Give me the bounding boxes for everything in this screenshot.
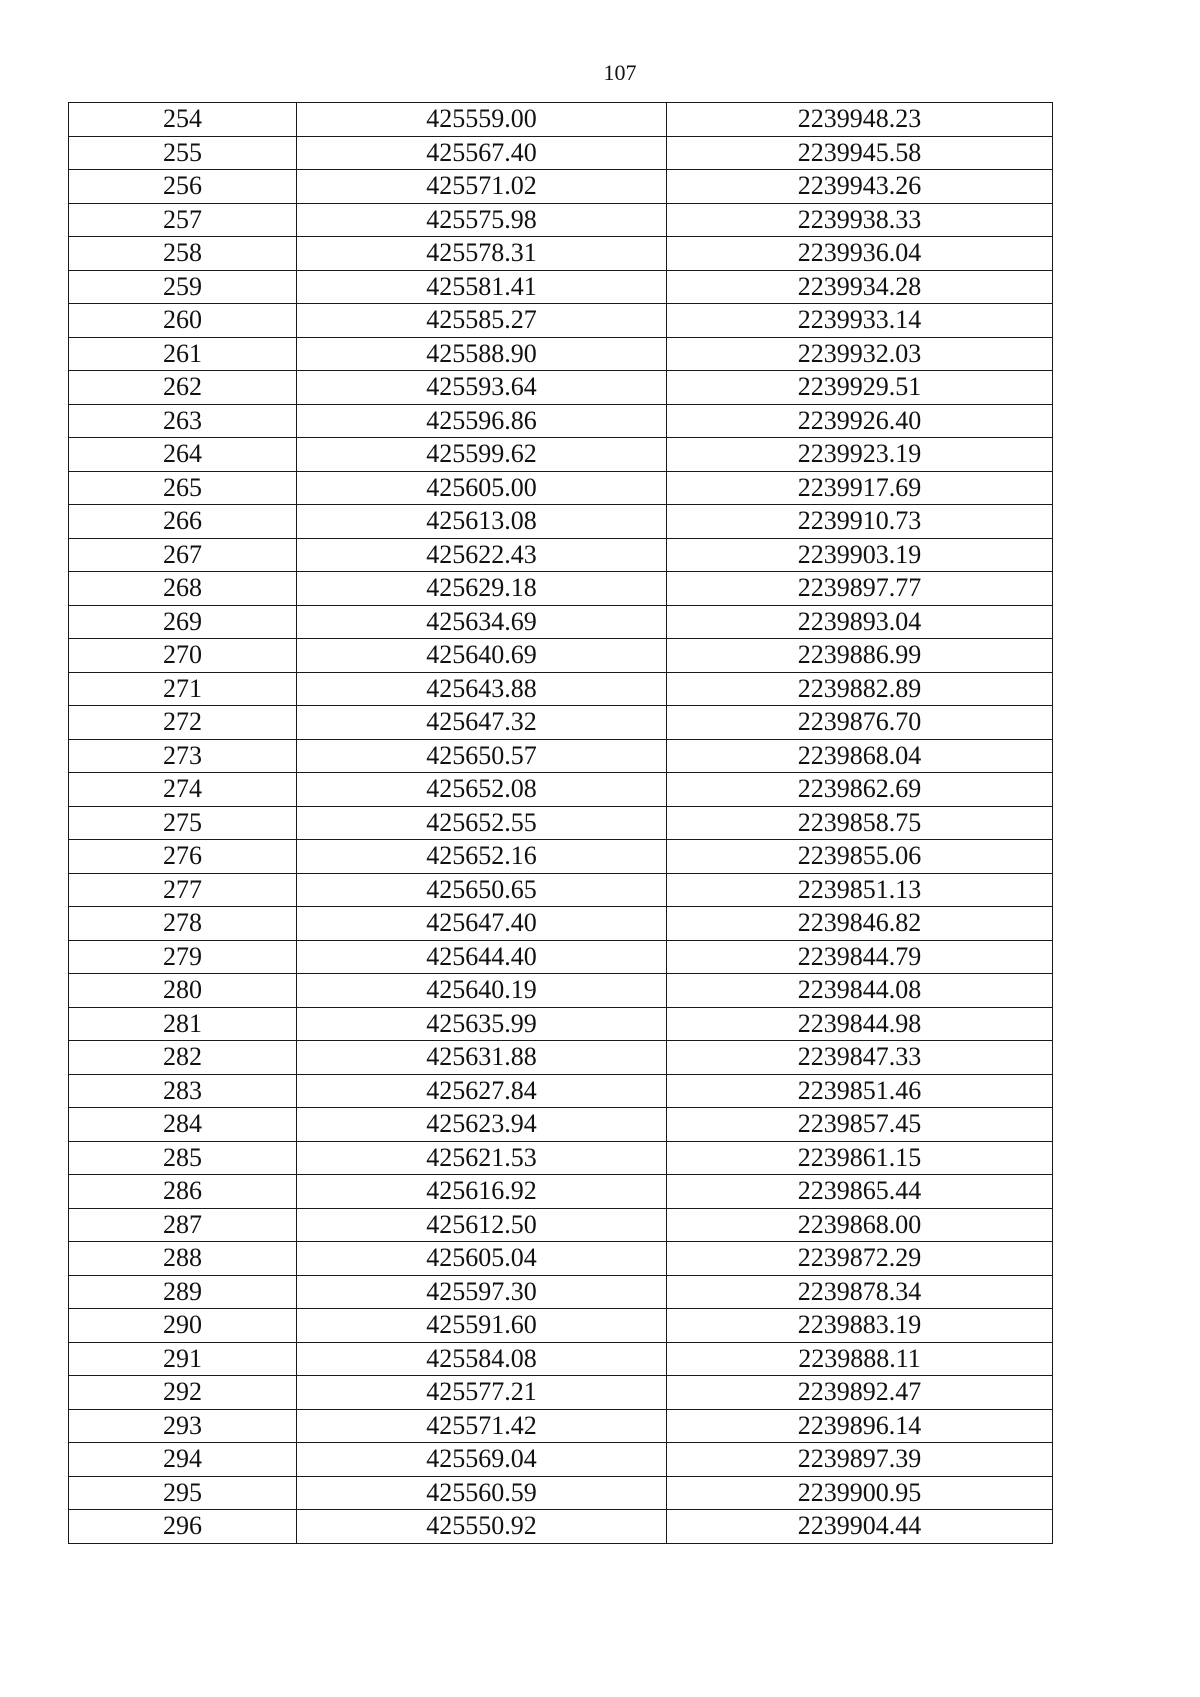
- point-number-cell: 290: [69, 1309, 297, 1343]
- table-row: [69, 371, 1053, 405]
- table-row: [69, 1510, 1053, 1544]
- x-coordinate-cell: 425643.88: [297, 672, 667, 706]
- y-coordinate-cell: 2239846.82: [667, 907, 1053, 941]
- point-number-cell: 293: [69, 1409, 297, 1443]
- y-coordinate-cell: 2239897.39: [667, 1443, 1053, 1477]
- point-number-cell: 271: [69, 672, 297, 706]
- y-coordinate-cell: 2239844.79: [667, 940, 1053, 974]
- table-row: [69, 1342, 1053, 1376]
- x-coordinate-cell: 425567.40: [297, 136, 667, 170]
- table-row: [69, 1041, 1053, 1075]
- point-number-cell: 257: [69, 203, 297, 237]
- y-coordinate-cell: 2239886.99: [667, 639, 1053, 673]
- x-coordinate-cell: 425612.50: [297, 1208, 667, 1242]
- table-row: [69, 505, 1053, 539]
- point-number-cell: 254: [69, 103, 297, 137]
- x-coordinate-cell: 425577.21: [297, 1376, 667, 1410]
- table-row: [69, 203, 1053, 237]
- y-coordinate-cell: 2239862.69: [667, 773, 1053, 807]
- y-coordinate-cell: 2239868.04: [667, 739, 1053, 773]
- table-row: [69, 170, 1053, 204]
- point-number-cell: 279: [69, 940, 297, 974]
- point-number-cell: 264: [69, 438, 297, 472]
- x-coordinate-cell: 425599.62: [297, 438, 667, 472]
- table-row: [69, 940, 1053, 974]
- point-number-cell: 276: [69, 840, 297, 874]
- table-row: [69, 840, 1053, 874]
- y-coordinate-cell: 2239876.70: [667, 706, 1053, 740]
- table-row: [69, 1141, 1053, 1175]
- point-number-cell: 258: [69, 237, 297, 271]
- table-row: [69, 538, 1053, 572]
- table-row: [69, 1443, 1053, 1477]
- x-coordinate-cell: 425640.69: [297, 639, 667, 673]
- x-coordinate-cell: 425622.43: [297, 538, 667, 572]
- y-coordinate-cell: 2239896.14: [667, 1409, 1053, 1443]
- y-coordinate-cell: 2239851.13: [667, 873, 1053, 907]
- point-number-cell: 284: [69, 1108, 297, 1142]
- y-coordinate-cell: 2239926.40: [667, 404, 1053, 438]
- table-row: [69, 572, 1053, 606]
- point-number-cell: 275: [69, 806, 297, 840]
- y-coordinate-cell: 2239883.19: [667, 1309, 1053, 1343]
- y-coordinate-cell: 2239903.19: [667, 538, 1053, 572]
- y-coordinate-cell: 2239945.58: [667, 136, 1053, 170]
- x-coordinate-cell: 425596.86: [297, 404, 667, 438]
- x-coordinate-cell: 425578.31: [297, 237, 667, 271]
- point-number-cell: 266: [69, 505, 297, 539]
- point-number-cell: 269: [69, 605, 297, 639]
- y-coordinate-cell: 2239851.46: [667, 1074, 1053, 1108]
- x-coordinate-cell: 425647.32: [297, 706, 667, 740]
- y-coordinate-cell: 2239917.69: [667, 471, 1053, 505]
- point-number-cell: 286: [69, 1175, 297, 1209]
- y-coordinate-cell: 2239865.44: [667, 1175, 1053, 1209]
- point-number-cell: 261: [69, 337, 297, 371]
- y-coordinate-cell: 2239892.47: [667, 1376, 1053, 1410]
- point-number-cell: 283: [69, 1074, 297, 1108]
- y-coordinate-cell: 2239844.08: [667, 974, 1053, 1008]
- table-row: [69, 605, 1053, 639]
- table-row: [69, 438, 1053, 472]
- y-coordinate-cell: 2239888.11: [667, 1342, 1053, 1376]
- y-coordinate-cell: 2239929.51: [667, 371, 1053, 405]
- x-coordinate-cell: 425560.59: [297, 1476, 667, 1510]
- table-row: [69, 1409, 1053, 1443]
- table-row: [69, 1007, 1053, 1041]
- table-row: [69, 103, 1053, 137]
- coordinate-table: [68, 102, 1053, 1544]
- table-row: [69, 1376, 1053, 1410]
- x-coordinate-cell: 425591.60: [297, 1309, 667, 1343]
- table-row: [69, 1275, 1053, 1309]
- x-coordinate-cell: 425575.98: [297, 203, 667, 237]
- table-row: [69, 1175, 1053, 1209]
- x-coordinate-cell: 425640.19: [297, 974, 667, 1008]
- x-coordinate-cell: 425581.41: [297, 270, 667, 304]
- x-coordinate-cell: 425647.40: [297, 907, 667, 941]
- point-number-cell: 281: [69, 1007, 297, 1041]
- x-coordinate-cell: 425571.42: [297, 1409, 667, 1443]
- point-number-cell: 262: [69, 371, 297, 405]
- y-coordinate-cell: 2239904.44: [667, 1510, 1053, 1544]
- table-row: [69, 773, 1053, 807]
- table-row: [69, 873, 1053, 907]
- table-row: [69, 237, 1053, 271]
- x-coordinate-cell: 425550.92: [297, 1510, 667, 1544]
- x-coordinate-cell: 425584.08: [297, 1342, 667, 1376]
- x-coordinate-cell: 425652.16: [297, 840, 667, 874]
- point-number-cell: 255: [69, 136, 297, 170]
- x-coordinate-cell: 425652.55: [297, 806, 667, 840]
- table-row: [69, 1208, 1053, 1242]
- table-row: [69, 337, 1053, 371]
- x-coordinate-cell: 425585.27: [297, 304, 667, 338]
- point-number-cell: 260: [69, 304, 297, 338]
- table-row: [69, 1476, 1053, 1510]
- x-coordinate-cell: 425652.08: [297, 773, 667, 807]
- point-number-cell: 277: [69, 873, 297, 907]
- table-row: [69, 639, 1053, 673]
- point-number-cell: 263: [69, 404, 297, 438]
- point-number-cell: 282: [69, 1041, 297, 1075]
- x-coordinate-cell: 425605.04: [297, 1242, 667, 1276]
- table-row: [69, 739, 1053, 773]
- point-number-cell: 256: [69, 170, 297, 204]
- point-number-cell: 259: [69, 270, 297, 304]
- coordinate-table-body: [69, 103, 1053, 1544]
- table-row: [69, 806, 1053, 840]
- y-coordinate-cell: 2239900.95: [667, 1476, 1053, 1510]
- point-number-cell: 274: [69, 773, 297, 807]
- point-number-cell: 267: [69, 538, 297, 572]
- point-number-cell: 273: [69, 739, 297, 773]
- table-row: [69, 706, 1053, 740]
- table-row: [69, 974, 1053, 1008]
- table-row: [69, 471, 1053, 505]
- x-coordinate-cell: 425621.53: [297, 1141, 667, 1175]
- table-row: [69, 1074, 1053, 1108]
- y-coordinate-cell: 2239934.28: [667, 270, 1053, 304]
- point-number-cell: 268: [69, 572, 297, 606]
- point-number-cell: 291: [69, 1342, 297, 1376]
- x-coordinate-cell: 425635.99: [297, 1007, 667, 1041]
- x-coordinate-cell: 425571.02: [297, 170, 667, 204]
- y-coordinate-cell: 2239861.15: [667, 1141, 1053, 1175]
- x-coordinate-cell: 425631.88: [297, 1041, 667, 1075]
- x-coordinate-cell: 425650.57: [297, 739, 667, 773]
- y-coordinate-cell: 2239923.19: [667, 438, 1053, 472]
- point-number-cell: 289: [69, 1275, 297, 1309]
- x-coordinate-cell: 425588.90: [297, 337, 667, 371]
- y-coordinate-cell: 2239855.06: [667, 840, 1053, 874]
- x-coordinate-cell: 425613.08: [297, 505, 667, 539]
- y-coordinate-cell: 2239847.33: [667, 1041, 1053, 1075]
- y-coordinate-cell: 2239932.03: [667, 337, 1053, 371]
- x-coordinate-cell: 425616.92: [297, 1175, 667, 1209]
- point-number-cell: 272: [69, 706, 297, 740]
- y-coordinate-cell: 2239933.14: [667, 304, 1053, 338]
- table-row: [69, 136, 1053, 170]
- y-coordinate-cell: 2239868.00: [667, 1208, 1053, 1242]
- point-number-cell: 292: [69, 1376, 297, 1410]
- x-coordinate-cell: 425593.64: [297, 371, 667, 405]
- y-coordinate-cell: 2239872.29: [667, 1242, 1053, 1276]
- page-number: 107: [603, 60, 637, 85]
- x-coordinate-cell: 425650.65: [297, 873, 667, 907]
- x-coordinate-cell: 425623.94: [297, 1108, 667, 1142]
- y-coordinate-cell: 2239844.98: [667, 1007, 1053, 1041]
- y-coordinate-cell: 2239938.33: [667, 203, 1053, 237]
- x-coordinate-cell: 425559.00: [297, 103, 667, 137]
- y-coordinate-cell: 2239910.73: [667, 505, 1053, 539]
- x-coordinate-cell: 425629.18: [297, 572, 667, 606]
- table-row: [69, 1242, 1053, 1276]
- point-number-cell: 265: [69, 471, 297, 505]
- table-row: [69, 304, 1053, 338]
- y-coordinate-cell: 2239936.04: [667, 237, 1053, 271]
- y-coordinate-cell: 2239897.77: [667, 572, 1053, 606]
- point-number-cell: 295: [69, 1476, 297, 1510]
- table-row: [69, 1309, 1053, 1343]
- y-coordinate-cell: 2239857.45: [667, 1108, 1053, 1142]
- point-number-cell: 280: [69, 974, 297, 1008]
- x-coordinate-cell: 425597.30: [297, 1275, 667, 1309]
- point-number-cell: 278: [69, 907, 297, 941]
- x-coordinate-cell: 425605.00: [297, 471, 667, 505]
- table-row: [69, 404, 1053, 438]
- x-coordinate-cell: 425569.04: [297, 1443, 667, 1477]
- table-row: [69, 907, 1053, 941]
- table-row: [69, 1108, 1053, 1142]
- point-number-cell: 296: [69, 1510, 297, 1544]
- y-coordinate-cell: 2239878.34: [667, 1275, 1053, 1309]
- y-coordinate-cell: 2239858.75: [667, 806, 1053, 840]
- point-number-cell: 270: [69, 639, 297, 673]
- x-coordinate-cell: 425634.69: [297, 605, 667, 639]
- y-coordinate-cell: 2239948.23: [667, 103, 1053, 137]
- x-coordinate-cell: 425627.84: [297, 1074, 667, 1108]
- point-number-cell: 294: [69, 1443, 297, 1477]
- y-coordinate-cell: 2239882.89: [667, 672, 1053, 706]
- table-row: [69, 672, 1053, 706]
- y-coordinate-cell: 2239943.26: [667, 170, 1053, 204]
- table-row: [69, 270, 1053, 304]
- point-number-cell: 285: [69, 1141, 297, 1175]
- point-number-cell: 288: [69, 1242, 297, 1276]
- x-coordinate-cell: 425644.40: [297, 940, 667, 974]
- y-coordinate-cell: 2239893.04: [667, 605, 1053, 639]
- point-number-cell: 287: [69, 1208, 297, 1242]
